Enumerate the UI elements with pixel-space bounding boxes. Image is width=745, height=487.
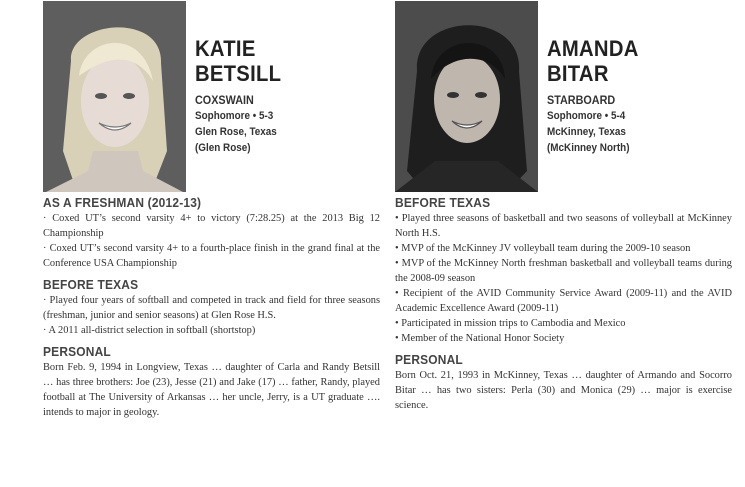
athlete-first-name: AMANDA bbox=[547, 36, 639, 61]
bio-item: · A 2011 all-district selection in softball (shortstop) bbox=[43, 325, 256, 336]
athlete-hometown: Glen Rose, Texas bbox=[195, 126, 277, 138]
bio-item: • Member of the National Honor Society bbox=[395, 333, 565, 344]
bio-item: • MVP of the McKinney JV volleyball team during the 2009-10 season bbox=[395, 243, 691, 254]
athlete-class-height: Sophomore • 5-4 bbox=[547, 110, 626, 122]
bio-personal-paragraph: Born Feb. 9, 1994 in Longview, Texas … daughter of Carla and Randy Betsill … has three brothers: Joe (23), Jesse (21) and Jake (17) … father, Randy, played football at The University of Arkansas … her uncle, Jerry, is a UT graduate …. intends to major in geology. bbox=[43, 362, 380, 418]
section-title-personal: PERSONAL bbox=[395, 352, 463, 367]
athlete-hometown: McKinney, Texas bbox=[547, 126, 626, 138]
athlete-high-school: (McKinney North) bbox=[547, 142, 630, 154]
athlete-bio bbox=[43, 194, 380, 420]
bio-item: • Played three seasons of basketball and two seasons of volleyball at McKinney North H.S. bbox=[395, 213, 732, 239]
athlete-class-height: Sophomore • 5-3 bbox=[195, 110, 274, 122]
section-title-freshman: AS A FRESHMAN (2012-13) bbox=[43, 195, 202, 210]
bio-personal-paragraph: Born Oct. 21, 1993 in McKinney, Texas … daughter of Armando and Socorro Bitar … has two sisters: Perla (30) and Monica (29) … major is exercise science. bbox=[395, 370, 732, 411]
athlete-id-block bbox=[195, 36, 385, 156]
section-title-before-texas: BEFORE TEXAS bbox=[395, 195, 491, 210]
athlete-first-name: KATIE bbox=[195, 36, 256, 61]
athlete-id-block bbox=[547, 36, 737, 156]
headshot-katie-betsill bbox=[43, 1, 186, 192]
athlete-last-name: BETSILL bbox=[195, 61, 282, 86]
athlete-position: COXSWAIN bbox=[195, 93, 254, 107]
section-title-before-texas: BEFORE TEXAS bbox=[43, 277, 139, 292]
athlete-position: STARBOARD bbox=[547, 93, 616, 107]
bio-item: • MVP of the McKinney North freshman basketball and volleyball teams during the 2008-09 season bbox=[395, 258, 732, 284]
section-title-personal: PERSONAL bbox=[43, 344, 111, 359]
athlete-bio bbox=[395, 194, 732, 413]
bio-item: • Participated in mission trips to Cambodia and Mexico bbox=[395, 318, 626, 329]
bio-item: • Recipient of the AVID Community Service Award (2009-11) and the AVID Academic Excellence Award (2009-11) bbox=[395, 288, 732, 314]
bio-item: · Coxed UT’s second varsity 4+ to a fourth-place finish in the grand final at the Conference USA Championship bbox=[43, 243, 380, 269]
athlete-high-school: (Glen Rose) bbox=[195, 142, 251, 154]
bio-item: · Coxed UT’s second varsity 4+ to victory (7:28.25) at the 2013 Big 12 Championship bbox=[43, 213, 380, 239]
athlete-last-name: BITAR bbox=[547, 61, 609, 86]
headshot-amanda-bitar bbox=[395, 1, 538, 192]
bio-item: · Played four years of softball and competed in track and field for three seasons (freshman, junior and senior seasons) at Glen Rose H.S. bbox=[43, 295, 380, 321]
